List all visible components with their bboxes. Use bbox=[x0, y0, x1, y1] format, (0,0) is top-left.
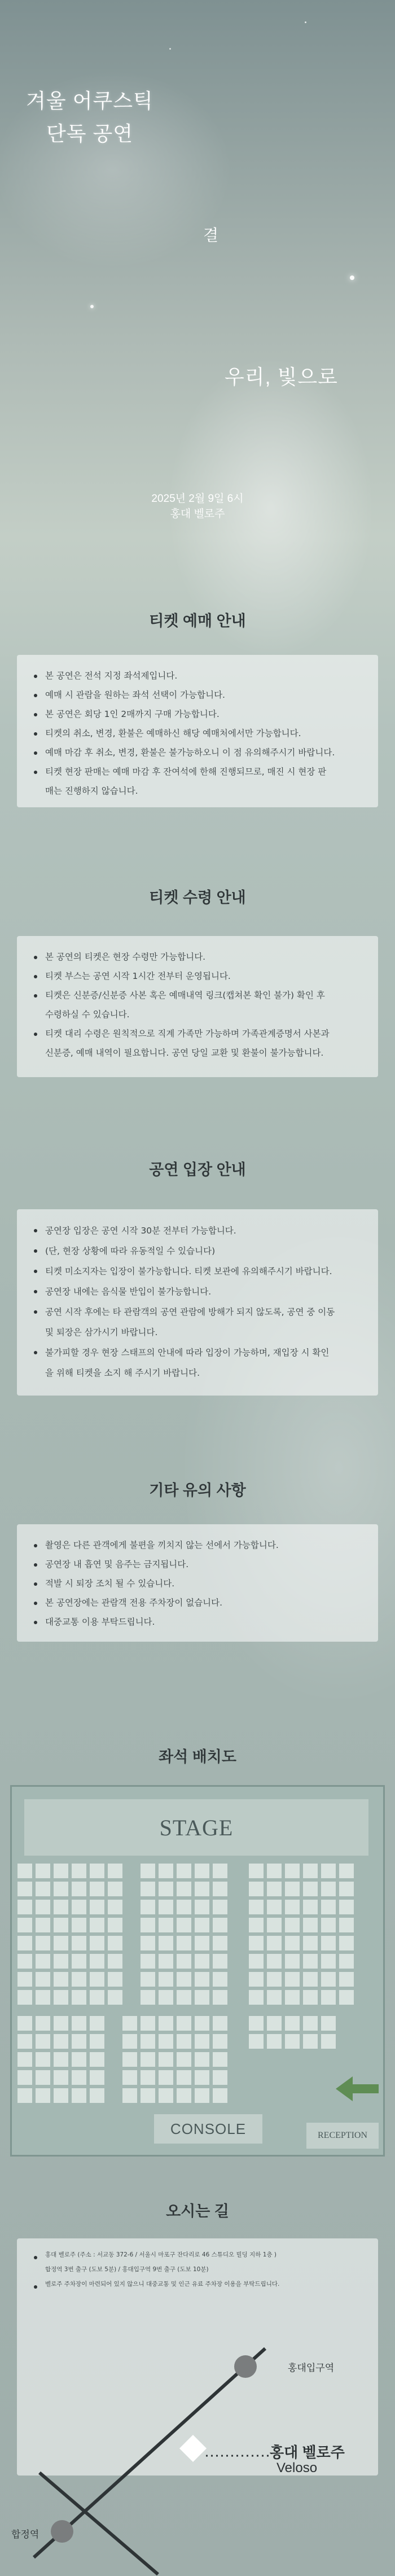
seat bbox=[36, 2088, 50, 2103]
seat bbox=[267, 1954, 282, 1969]
seat bbox=[141, 2034, 155, 2049]
seat bbox=[195, 1990, 209, 2005]
seat bbox=[159, 2088, 173, 2103]
seat bbox=[285, 1918, 300, 1932]
seat bbox=[177, 2052, 191, 2067]
seat bbox=[195, 2070, 209, 2085]
seat bbox=[17, 2016, 32, 2031]
seat bbox=[17, 1990, 32, 2005]
star-decoration bbox=[305, 21, 306, 23]
seat bbox=[122, 2088, 137, 2103]
seat bbox=[122, 2034, 137, 2049]
seat bbox=[213, 1882, 227, 1896]
entry-list bbox=[33, 1221, 363, 1383]
seat bbox=[159, 1882, 173, 1896]
seat bbox=[177, 1990, 191, 2005]
seat bbox=[249, 1918, 264, 1932]
seat bbox=[339, 1900, 354, 1914]
seat bbox=[141, 1990, 155, 2005]
list-item: 티켓 대리 수령은 원칙적으로 직계 가족만 가능하며 가족관계증명서 사본과 bbox=[33, 1024, 363, 1043]
seat bbox=[339, 1864, 354, 1878]
seat bbox=[321, 1990, 336, 2005]
seat bbox=[177, 1864, 191, 1878]
seat bbox=[141, 2052, 155, 2067]
seat bbox=[90, 1936, 104, 1950]
ticket-pickup-list bbox=[33, 947, 363, 1062]
seat bbox=[285, 1900, 300, 1914]
seat bbox=[285, 2016, 300, 2031]
hapjeong-station-marker bbox=[51, 2520, 73, 2543]
seat bbox=[36, 1882, 50, 1896]
seat bbox=[321, 1900, 336, 1914]
seat bbox=[72, 2070, 86, 2085]
seat bbox=[72, 2016, 86, 2031]
seat bbox=[267, 1918, 282, 1932]
list-item: 매는 진행하지 않습니다. bbox=[45, 786, 138, 796]
seat bbox=[108, 1918, 122, 1932]
section-title-directions: 오시는 길 bbox=[0, 2199, 395, 2221]
hero-title bbox=[19, 85, 160, 150]
seat bbox=[303, 1972, 318, 1987]
seat bbox=[195, 2052, 209, 2067]
seat bbox=[303, 2016, 318, 2031]
seat bbox=[177, 1936, 191, 1950]
hero-venue: 홍대 벨로주 bbox=[170, 508, 225, 520]
seat bbox=[195, 1882, 209, 1896]
hero-kyeol: 결 bbox=[203, 226, 219, 244]
hero-lyric: 우리, 빛으로 bbox=[225, 365, 338, 388]
list-item: 예매 마감 후 취소, 변경, 환불은 불가능하오니 이 점 유의해주시기 바랍니다. bbox=[33, 743, 363, 762]
seat bbox=[108, 1972, 122, 1987]
seat bbox=[303, 1954, 318, 1969]
list-item: 공연 시작 후에는 타 관람객의 공연 관람에 방해가 되지 않도록, 공연 중 이동 bbox=[33, 1302, 363, 1322]
seat bbox=[36, 2070, 50, 2085]
seat bbox=[159, 1990, 173, 2005]
map-label-venue-en: Veloso bbox=[276, 2460, 318, 2476]
list-item: 수령하실 수 있습니다. bbox=[45, 1009, 130, 1020]
seat bbox=[159, 1864, 173, 1878]
seat bbox=[72, 2052, 86, 2067]
seat bbox=[17, 1900, 32, 1914]
seat bbox=[54, 1954, 68, 1969]
seat bbox=[177, 1918, 191, 1932]
section-title-notes: 기타 유의 사항 bbox=[0, 1478, 395, 1500]
seat bbox=[108, 1954, 122, 1969]
seat bbox=[159, 2052, 173, 2067]
seat bbox=[249, 2016, 264, 2031]
seat bbox=[177, 1954, 191, 1969]
list-item: 홍대 벨로주 (주소 : 서교동 372-6 / 서울시 마포구 잔다리로 46 스튜디오 빌딩 지하 1층 ) bbox=[33, 2247, 363, 2262]
seat bbox=[177, 1972, 191, 1987]
seat bbox=[285, 1954, 300, 1969]
seat bbox=[249, 1990, 264, 2005]
seat bbox=[195, 1936, 209, 1950]
seat bbox=[321, 1918, 336, 1932]
seat bbox=[339, 1882, 354, 1896]
seat bbox=[321, 1882, 336, 1896]
seat bbox=[267, 1936, 282, 1950]
seat bbox=[177, 1882, 191, 1896]
seat bbox=[141, 1972, 155, 1987]
list-item: 예매 시 관람을 원하는 좌석 선택이 가능합니다. bbox=[33, 685, 363, 705]
seat bbox=[141, 1900, 155, 1914]
seat bbox=[321, 1864, 336, 1878]
seat bbox=[72, 1954, 86, 1969]
seat bbox=[54, 1936, 68, 1950]
seat bbox=[90, 1918, 104, 1932]
seat bbox=[267, 2016, 282, 2031]
seat bbox=[54, 1972, 68, 1987]
notes-list bbox=[33, 1536, 363, 1632]
seat bbox=[303, 2034, 318, 2049]
list-item: 및 퇴장은 삼가시기 바랍니다. bbox=[45, 1327, 158, 1337]
seat bbox=[303, 1990, 318, 2005]
seat bbox=[303, 1864, 318, 1878]
seat bbox=[177, 2070, 191, 2085]
seat bbox=[159, 1918, 173, 1932]
seat bbox=[267, 1864, 282, 1878]
seat bbox=[90, 2070, 104, 2085]
seat bbox=[249, 1882, 264, 1896]
seat bbox=[213, 1918, 227, 1932]
seat bbox=[213, 1954, 227, 1969]
seat bbox=[141, 2070, 155, 2085]
hero-title-line2: 단독 공연 bbox=[46, 122, 134, 145]
seat bbox=[213, 1864, 227, 1878]
seat bbox=[195, 1918, 209, 1932]
seat bbox=[108, 1990, 122, 2005]
seat bbox=[108, 1882, 122, 1896]
reception: RECEPTION bbox=[306, 2123, 379, 2149]
seat bbox=[213, 1990, 227, 2005]
list-item: 티켓 부스는 공연 시작 1시간 전부터 운영됩니다. bbox=[33, 966, 363, 986]
seat bbox=[339, 1918, 354, 1932]
list-item: 촬영은 다른 관객에게 불편을 끼치지 않는 선에서 가능합니다. bbox=[33, 1536, 363, 1555]
seat bbox=[122, 2052, 137, 2067]
seat bbox=[17, 2070, 32, 2085]
list-item: 티켓 미소지자는 입장이 불가능합니다. 티켓 보관에 유의해주시기 바랍니다. bbox=[33, 1261, 363, 1282]
list-item: 본 공연장에는 관람객 전용 주차장이 없습니다. bbox=[33, 1593, 363, 1612]
seat bbox=[72, 1972, 86, 1987]
section-title-ticket-booking: 티켓 예매 안내 bbox=[0, 609, 395, 631]
list-item: 본 공연은 회당 1인 2매까지 구매 가능합니다. bbox=[33, 705, 363, 724]
seat bbox=[141, 2088, 155, 2103]
seat bbox=[339, 1936, 354, 1950]
list-item: 대중교통 이용 부탁드립니다. bbox=[33, 1612, 363, 1632]
seat bbox=[90, 1882, 104, 1896]
seat bbox=[177, 2034, 191, 2049]
seat bbox=[141, 1954, 155, 1969]
map-label-hapjeong: 합정역 bbox=[11, 2529, 40, 2540]
seat bbox=[339, 1972, 354, 1987]
seat bbox=[90, 1900, 104, 1914]
hongik-station-marker bbox=[234, 2355, 257, 2378]
seat bbox=[36, 1954, 50, 1969]
seat bbox=[267, 2034, 282, 2049]
seat bbox=[36, 1900, 50, 1914]
seat bbox=[54, 1990, 68, 2005]
seat bbox=[159, 2034, 173, 2049]
list-item: 공연장 내 흡연 및 음주는 금지됩니다. bbox=[33, 1555, 363, 1574]
ticket-booking-list bbox=[33, 666, 363, 801]
star-decoration bbox=[169, 48, 171, 50]
seat bbox=[249, 1936, 264, 1950]
section-title-seating: 좌석 배치도 bbox=[0, 1744, 395, 1766]
seat bbox=[285, 1882, 300, 1896]
seat bbox=[108, 1936, 122, 1950]
seat bbox=[321, 1954, 336, 1969]
seat bbox=[17, 1936, 32, 1950]
list-item: 티켓의 취소, 변경, 환불은 예매하신 해당 예매처에서만 가능합니다. bbox=[33, 724, 363, 743]
seat bbox=[141, 2016, 155, 2031]
hero-date-venue bbox=[0, 491, 395, 522]
seat bbox=[213, 2034, 227, 2049]
seat bbox=[36, 2016, 50, 2031]
hero-date: 2025년 2월 9일 6시 bbox=[151, 493, 244, 505]
seat bbox=[141, 1864, 155, 1878]
seat bbox=[267, 1900, 282, 1914]
seat bbox=[285, 1972, 300, 1987]
seat bbox=[159, 1900, 173, 1914]
seat bbox=[321, 2016, 336, 2031]
seat bbox=[108, 1900, 122, 1914]
seat bbox=[36, 2034, 50, 2049]
ticket-booking-box bbox=[17, 655, 378, 807]
seat bbox=[54, 2016, 68, 2031]
seat bbox=[213, 2070, 227, 2085]
seat bbox=[285, 1864, 300, 1878]
list-item: 을 위해 티켓을 소지 해 주시기 바랍니다. bbox=[45, 1368, 200, 1378]
hero-title-line1: 겨울 어쿠스틱 bbox=[26, 89, 153, 112]
seat bbox=[36, 1936, 50, 1950]
seat bbox=[90, 2052, 104, 2067]
seat bbox=[90, 1864, 104, 1878]
seat bbox=[195, 1900, 209, 1914]
seating-chart bbox=[10, 1785, 385, 2157]
seat bbox=[36, 1918, 50, 1932]
list-item: 적발 시 퇴장 조치 될 수 있습니다. bbox=[33, 1574, 363, 1593]
seat bbox=[159, 2070, 173, 2085]
star-decoration bbox=[350, 275, 354, 280]
list-item: (단, 현장 상황에 따라 유동적일 수 있습니다) bbox=[33, 1241, 363, 1261]
seat bbox=[36, 1990, 50, 2005]
seat bbox=[195, 1972, 209, 1987]
directions-list bbox=[33, 2247, 363, 2291]
seat bbox=[249, 1972, 264, 1987]
seat bbox=[159, 2016, 173, 2031]
seat bbox=[195, 2016, 209, 2031]
seat bbox=[177, 1900, 191, 1914]
seat bbox=[249, 1864, 264, 1878]
seat bbox=[122, 2016, 137, 2031]
entry-box bbox=[17, 1209, 378, 1396]
seat bbox=[141, 1918, 155, 1932]
seat bbox=[213, 2052, 227, 2067]
seat bbox=[90, 2016, 104, 2031]
seat bbox=[72, 1990, 86, 2005]
seat bbox=[303, 1936, 318, 1950]
entrance-arrow-icon bbox=[335, 2072, 380, 2106]
seat bbox=[285, 2034, 300, 2049]
seat bbox=[72, 2088, 86, 2103]
seat bbox=[321, 1972, 336, 1987]
seat bbox=[249, 1900, 264, 1914]
seat bbox=[54, 1864, 68, 1878]
seat bbox=[195, 1864, 209, 1878]
map-label-hongik: 홍대입구역 bbox=[288, 2363, 335, 2373]
seat bbox=[213, 2088, 227, 2103]
hero bbox=[0, 0, 395, 565]
seat bbox=[321, 1936, 336, 1950]
seat bbox=[72, 1918, 86, 1932]
seat bbox=[54, 2052, 68, 2067]
seat bbox=[90, 2088, 104, 2103]
seat bbox=[17, 2088, 32, 2103]
seat bbox=[90, 2034, 104, 2049]
seat bbox=[17, 2034, 32, 2049]
seat bbox=[17, 1954, 32, 1969]
seat bbox=[303, 1882, 318, 1896]
seat bbox=[36, 2052, 50, 2067]
seat bbox=[195, 2034, 209, 2049]
seat bbox=[54, 1882, 68, 1896]
seat bbox=[249, 2034, 264, 2049]
seat bbox=[303, 1918, 318, 1932]
list-item: 불가피할 경우 현장 스태프의 안내에 따라 입장이 가능하며, 재입장 시 확인 bbox=[33, 1342, 363, 1363]
seat bbox=[321, 2034, 336, 2049]
seat bbox=[249, 1954, 264, 1969]
seat bbox=[195, 2088, 209, 2103]
console: CONSOLE bbox=[154, 2114, 262, 2144]
seat bbox=[141, 1936, 155, 1950]
seat bbox=[72, 1936, 86, 1950]
notes-box bbox=[17, 1524, 378, 1642]
seat bbox=[72, 1882, 86, 1896]
seat bbox=[159, 1972, 173, 1987]
star-decoration bbox=[90, 305, 94, 308]
seat bbox=[90, 1954, 104, 1969]
seat bbox=[54, 2034, 68, 2049]
seat bbox=[17, 1882, 32, 1896]
seat bbox=[17, 1918, 32, 1932]
list-item: 본 공연은 전석 지정 좌석제입니다. bbox=[33, 666, 363, 685]
seat bbox=[177, 2088, 191, 2103]
seat bbox=[17, 1972, 32, 1987]
section-title-ticket-pickup: 티켓 수령 안내 bbox=[0, 885, 395, 907]
seat bbox=[303, 1900, 318, 1914]
seat bbox=[72, 2034, 86, 2049]
seat bbox=[159, 1936, 173, 1950]
seat bbox=[141, 1882, 155, 1896]
seat bbox=[108, 1864, 122, 1878]
seat bbox=[36, 1972, 50, 1987]
list-item: 신분증, 예매 내역이 필요합니다. 공연 당일 교환 및 환불이 불가능합니다. bbox=[45, 1048, 324, 1058]
seat bbox=[213, 1972, 227, 1987]
seat bbox=[213, 1936, 227, 1950]
seat bbox=[90, 1990, 104, 2005]
list-item: 공연장 내에는 음식물 반입이 불가능합니다. bbox=[33, 1282, 363, 1302]
seat bbox=[339, 1954, 354, 1969]
seat bbox=[17, 1864, 32, 1878]
venue-marker bbox=[179, 2435, 207, 2462]
seat bbox=[90, 1972, 104, 1987]
list-item: 본 공연의 티켓은 현장 수령만 가능합니다. bbox=[33, 947, 363, 966]
seat bbox=[54, 2088, 68, 2103]
seat bbox=[17, 2052, 32, 2067]
seat bbox=[267, 1972, 282, 1987]
stage: STAGE bbox=[24, 1799, 368, 1856]
ticket-pickup-box bbox=[17, 936, 378, 1077]
seat bbox=[54, 1900, 68, 1914]
map-label-venue: 홍대 벨로주 bbox=[270, 2444, 345, 2461]
section-title-entry: 공연 입장 안내 bbox=[0, 1157, 395, 1179]
seat bbox=[213, 1900, 227, 1914]
list-item: 티켓은 신분증/신분증 사본 혹은 예매내역 링크(캡쳐본 확인 불가) 확인 후 bbox=[33, 986, 363, 1005]
seat bbox=[177, 2016, 191, 2031]
seat bbox=[54, 1918, 68, 1932]
list-item: 벨로주 주차장이 마련되어 있지 않으니 대중교통 및 인근 유료 주차장 이용을 부탁드립니다. bbox=[33, 2277, 363, 2291]
seat bbox=[267, 1990, 282, 2005]
list-item: 티켓 현장 판매는 예매 마감 후 잔여석에 한해 진행되므로, 매진 시 현장 판 bbox=[33, 762, 363, 781]
seat bbox=[195, 1954, 209, 1969]
list-item: 합정역 3번 출구 (도보 5분) / 홍대입구역 9번 출구 (도보 10분) bbox=[45, 2266, 209, 2273]
seat bbox=[285, 1936, 300, 1950]
seat bbox=[122, 2070, 137, 2085]
seat bbox=[36, 1864, 50, 1878]
seat bbox=[213, 2016, 227, 2031]
seat bbox=[54, 2070, 68, 2085]
seat bbox=[72, 1900, 86, 1914]
seat bbox=[72, 1864, 86, 1878]
seat bbox=[339, 1990, 354, 2005]
seat bbox=[159, 1954, 173, 1969]
seat bbox=[267, 1882, 282, 1896]
list-item: 공연장 입장은 공연 시작 30분 전부터 가능합니다. bbox=[33, 1221, 363, 1241]
seat bbox=[285, 1990, 300, 2005]
